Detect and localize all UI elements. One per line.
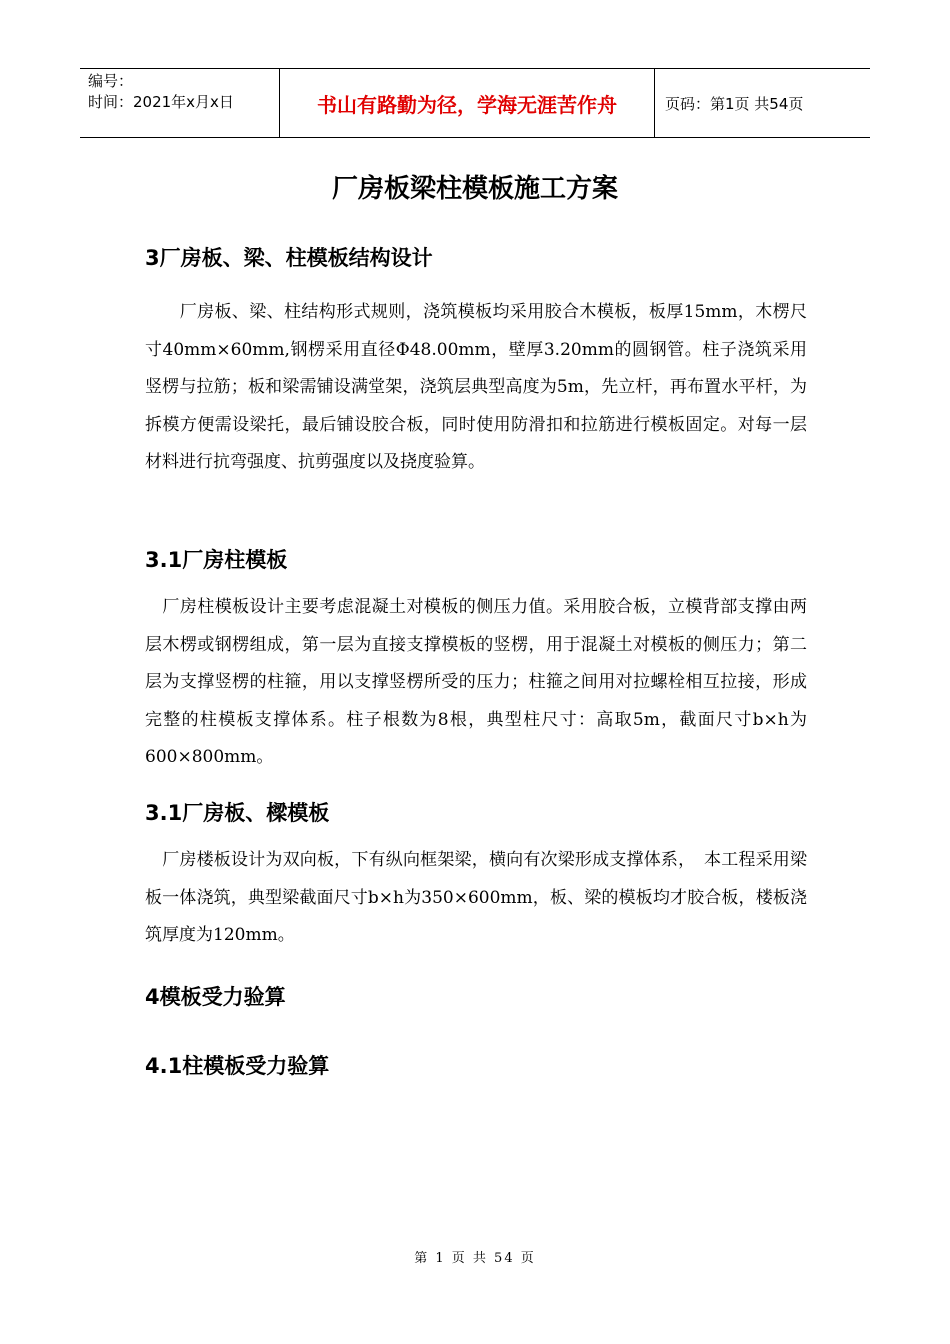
section-paragraph-3-1-column: 厂房柱模板设计主要考虑混凝土对模板的侧压力值。采用胶合板，立模背部支撑由两层木楞或钢楞组成，第一层为直接支撑模板的竖楞，用于混凝土对模板的侧压力；第二层为支撑竖楞的柱箍，用以支撑竖楞所受的压力；柱箍之间用对拉螺栓相互拉接，形成完整的柱模板支撑体系。柱子根数为8根，典型柱尺寸：高取5m，截面尺寸b×h为600×800mm。 (145, 597, 807, 767)
page-footer: 第 1 页 共 54 页 (414, 1251, 536, 1266)
section-paragraph-3: 厂房板、梁、柱结构形式规则，浇筑模板均采用胶合木模板，板厚15mm，木楞尺寸40mm×60mm,钢楞采用直径Φ48.00mm，壁厚3.20mm的圆钢管。柱子浇筑采用竖楞与拉筋；板和梁需铺设满堂架，浇筑层典型高度为5m，先立杆，再布置水平杆，为拆模方便需设梁托，最后铺设胶合板，同时使用防滑扣和拉筋进行模板固定。对每一层材料进行抗弯强度、抗剪强度以及挠度验算。 (145, 302, 807, 472)
section-heading-3: 3厂房板、梁、柱模板结构设计 (145, 246, 433, 270)
section-heading-4: 4模板受力验算 (145, 985, 286, 1009)
section-heading-3-1-slab: 3.1厂房板、樑模板 (145, 801, 330, 825)
page-header (80, 68, 870, 138)
document-title: 厂房板梁柱模板施工方案 (331, 174, 618, 204)
document-number-label: 编号： (88, 72, 134, 90)
header-meta (80, 69, 280, 137)
header-page-code: 页码：第1页 共54页 (665, 94, 804, 113)
section-heading-4-1: 4.1柱模板受力验算 (145, 1054, 330, 1078)
section-paragraph-3-1-slab: 厂房楼板设计为双向板，下有纵向框架梁，横向有次梁形成支撑体系， 本工程采用梁板一体浇筑，典型梁截面尺寸b×h为350×600mm，板、梁的模板均才胶合板，楼板浇筑厚度为120mm。 (145, 850, 807, 945)
document-date-label: 时间：2021年x月x日 (88, 93, 234, 111)
section-heading-3-1-column: 3.1厂房柱模板 (145, 548, 288, 572)
header-motto: 书山有路勤为径，学海无涯苦作舟 (280, 69, 655, 137)
